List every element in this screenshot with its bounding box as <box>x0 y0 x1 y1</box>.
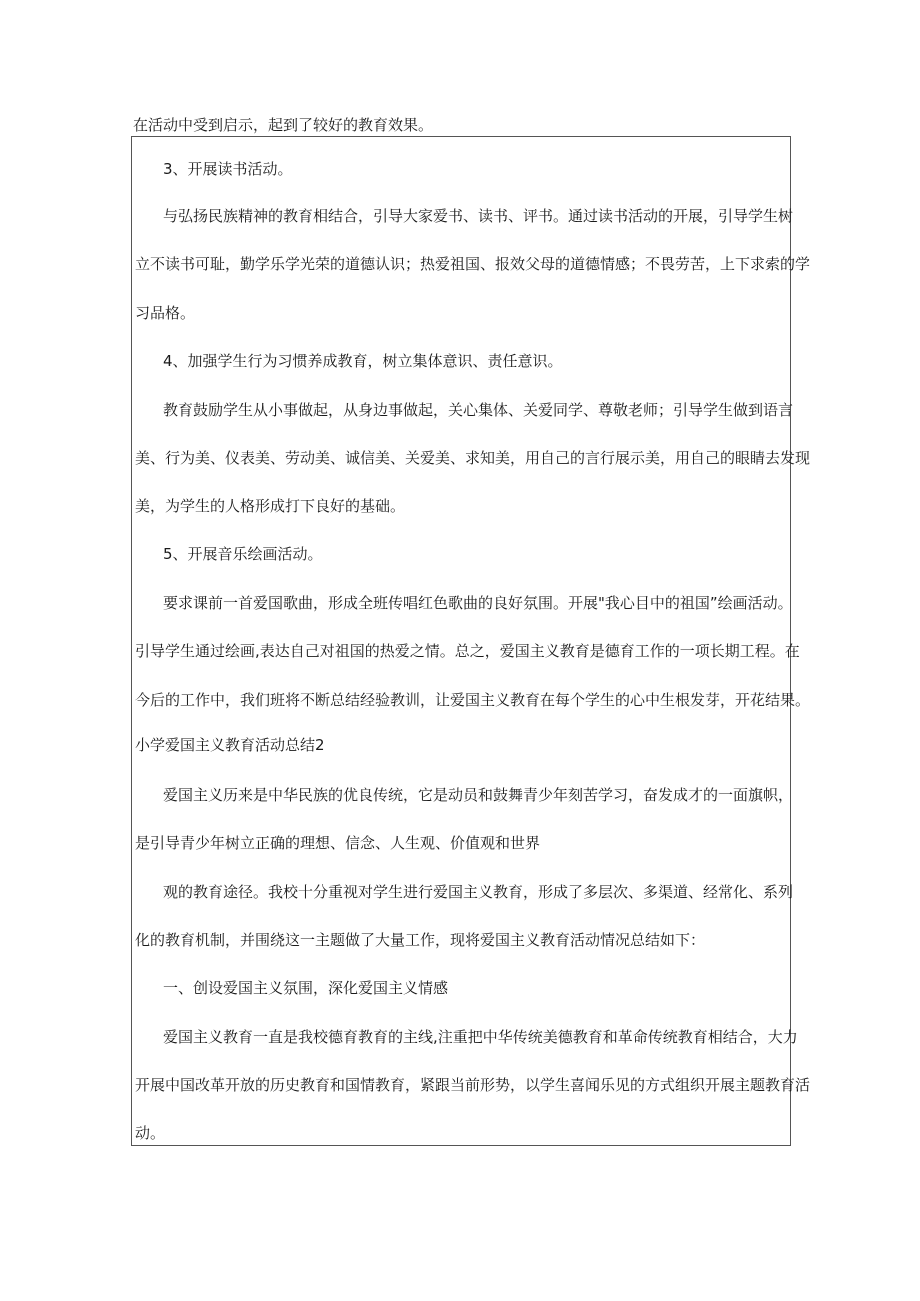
para2-line-1: 观的教育途径。我校十分重视对学生进行爱国主义教育，形成了多层次、多渠道、经常化、系列 <box>163 883 794 901</box>
section1-line-1: 爱国主义教育一直是我校德育教育的主线,注重把中华传统美德教育和革命传统教育相结合，大力 <box>163 1028 798 1046</box>
item5-line-2: 引导学生通过绘画,表达自己对祖国的热爱之情。总之，爱国主义教育是德育工作的一项长期工程。在 <box>135 642 800 660</box>
section-subtitle: 小学爱国主义教育活动总结2 <box>135 736 325 754</box>
para2-line-2: 化的教育机制，并围绕这一主题做了大量工作，现将爱国主义教育活动情况总结如下： <box>135 931 706 949</box>
item3-line-1: 与弘扬民族精神的教育相结合，引导大家爱书、读书、评书。通过读书活动的开展，引导学生树 <box>163 207 794 225</box>
item5-line-3: 今后的工作中，我们班将不断总结经验教训，让爱国主义教育在每个学生的心中生根发芽，开花结果。 <box>135 691 811 709</box>
carryover-line: 在活动中受到启示，起到了较好的教育效果。 <box>133 116 434 134</box>
item3-heading: 3、开展读书活动。 <box>163 160 293 178</box>
item3-line-3: 习品格。 <box>135 304 196 322</box>
item4-line-2: 美、行为美、仪表美、劳动美、诚信美、关爱美、求知美，用自己的言行展示美，用自己的眼睛去发现 <box>135 449 811 467</box>
item5-heading: 5、开展音乐绘画活动。 <box>163 545 323 563</box>
section1-line-3: 动。 <box>135 1124 166 1142</box>
section1-heading: 一、创设爱国主义氛围，深化爱国主义情感 <box>163 979 449 997</box>
item3-line-2: 立不读书可耻，勤学乐学光荣的道德认识；热爱祖国、报效父母的道德情感；不畏劳苦，上下求索的学 <box>135 255 811 273</box>
intro-line-2: 是引导青少年树立正确的理想、信念、人生观、价值观和世界 <box>135 834 541 852</box>
item4-heading: 4、加强学生行为习惯养成教育，树立集体意识、责任意识。 <box>163 352 563 370</box>
intro-line-1: 爱国主义历来是中华民族的优良传统，它是动员和鼓舞青少年刻苦学习，奋发成才的一面旗帜， <box>163 786 794 804</box>
item4-line-3: 美，为学生的人格形成打下良好的基础。 <box>135 497 406 515</box>
item4-line-1: 教育鼓励学生从小事做起，从身边事做起，关心集体、关爱同学、尊敬老师；引导学生做到语言 <box>163 401 794 419</box>
section1-line-2: 开展中国改革开放的历史教育和国情教育，紧跟当前形势，以学生喜闻乐见的方式组织开展主题教育活 <box>135 1076 811 1094</box>
item5-line-1: 要求课前一首爱国歌曲，形成全班传唱红色歌曲的良好氛围。开展"我心目中的祖国”绘画活动。 <box>163 594 793 612</box>
